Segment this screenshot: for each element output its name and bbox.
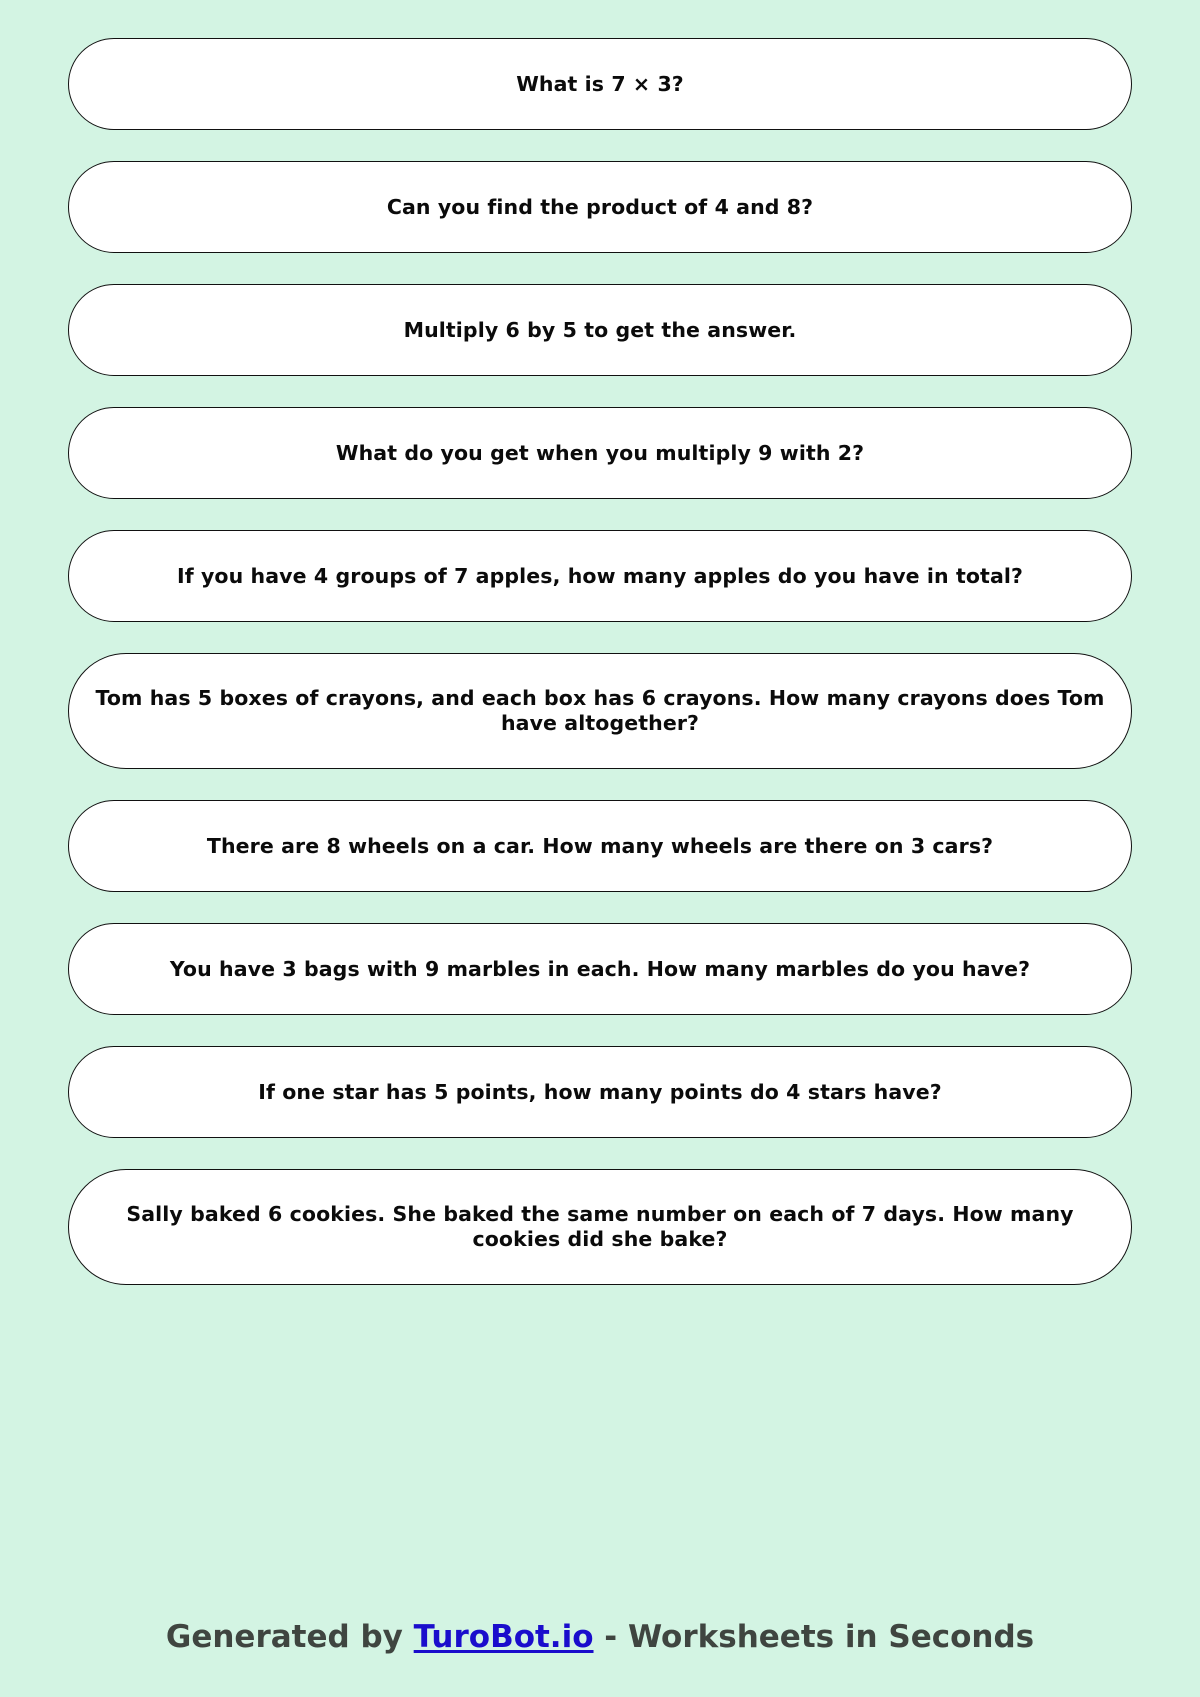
question-text: There are 8 wheels on a car. How many wheels are there on 3 cars? (206, 833, 994, 858)
question-text: Sally baked 6 cookies. She baked the same number on each of 7 days. How many cookies did she bake? (126, 1202, 1074, 1251)
question-card-9 (68, 1046, 1132, 1138)
question-text: Can you find the product of 4 and 8? (386, 194, 814, 219)
footer-suffix: - Worksheets in Seconds (593, 1619, 1035, 1655)
question-text: Tom has 5 boxes of crayons, and each box has 6 crayons. How many crayons does Tom have altogether? (95, 686, 1105, 735)
question-text: What do you get when you multiply 9 with 2? (335, 440, 865, 465)
question-list (68, 38, 1132, 1285)
question-card-6 (68, 653, 1132, 769)
question-text: You have 3 bags with 9 marbles in each. How many marbles do you have? (169, 956, 1031, 981)
footer (0, 1619, 1200, 1655)
question-card-1 (68, 38, 1132, 130)
footer-prefix: Generated by (165, 1619, 414, 1655)
question-card-2 (68, 161, 1132, 253)
question-card-8 (68, 923, 1132, 1015)
question-text: If you have 4 groups of 7 apples, how many apples do you have in total? (176, 563, 1024, 588)
question-text: What is 7 × 3? (516, 71, 684, 96)
question-card-4 (68, 407, 1132, 499)
question-card-7 (68, 800, 1132, 892)
question-card-3 (68, 284, 1132, 376)
question-card-10 (68, 1169, 1132, 1285)
question-text: Multiply 6 by 5 to get the answer. (403, 317, 797, 342)
question-text: If one star has 5 points, how many points do 4 stars have? (258, 1079, 942, 1104)
question-card-5 (68, 530, 1132, 622)
turobot-link[interactable]: TuroBot.io (413, 1619, 594, 1655)
